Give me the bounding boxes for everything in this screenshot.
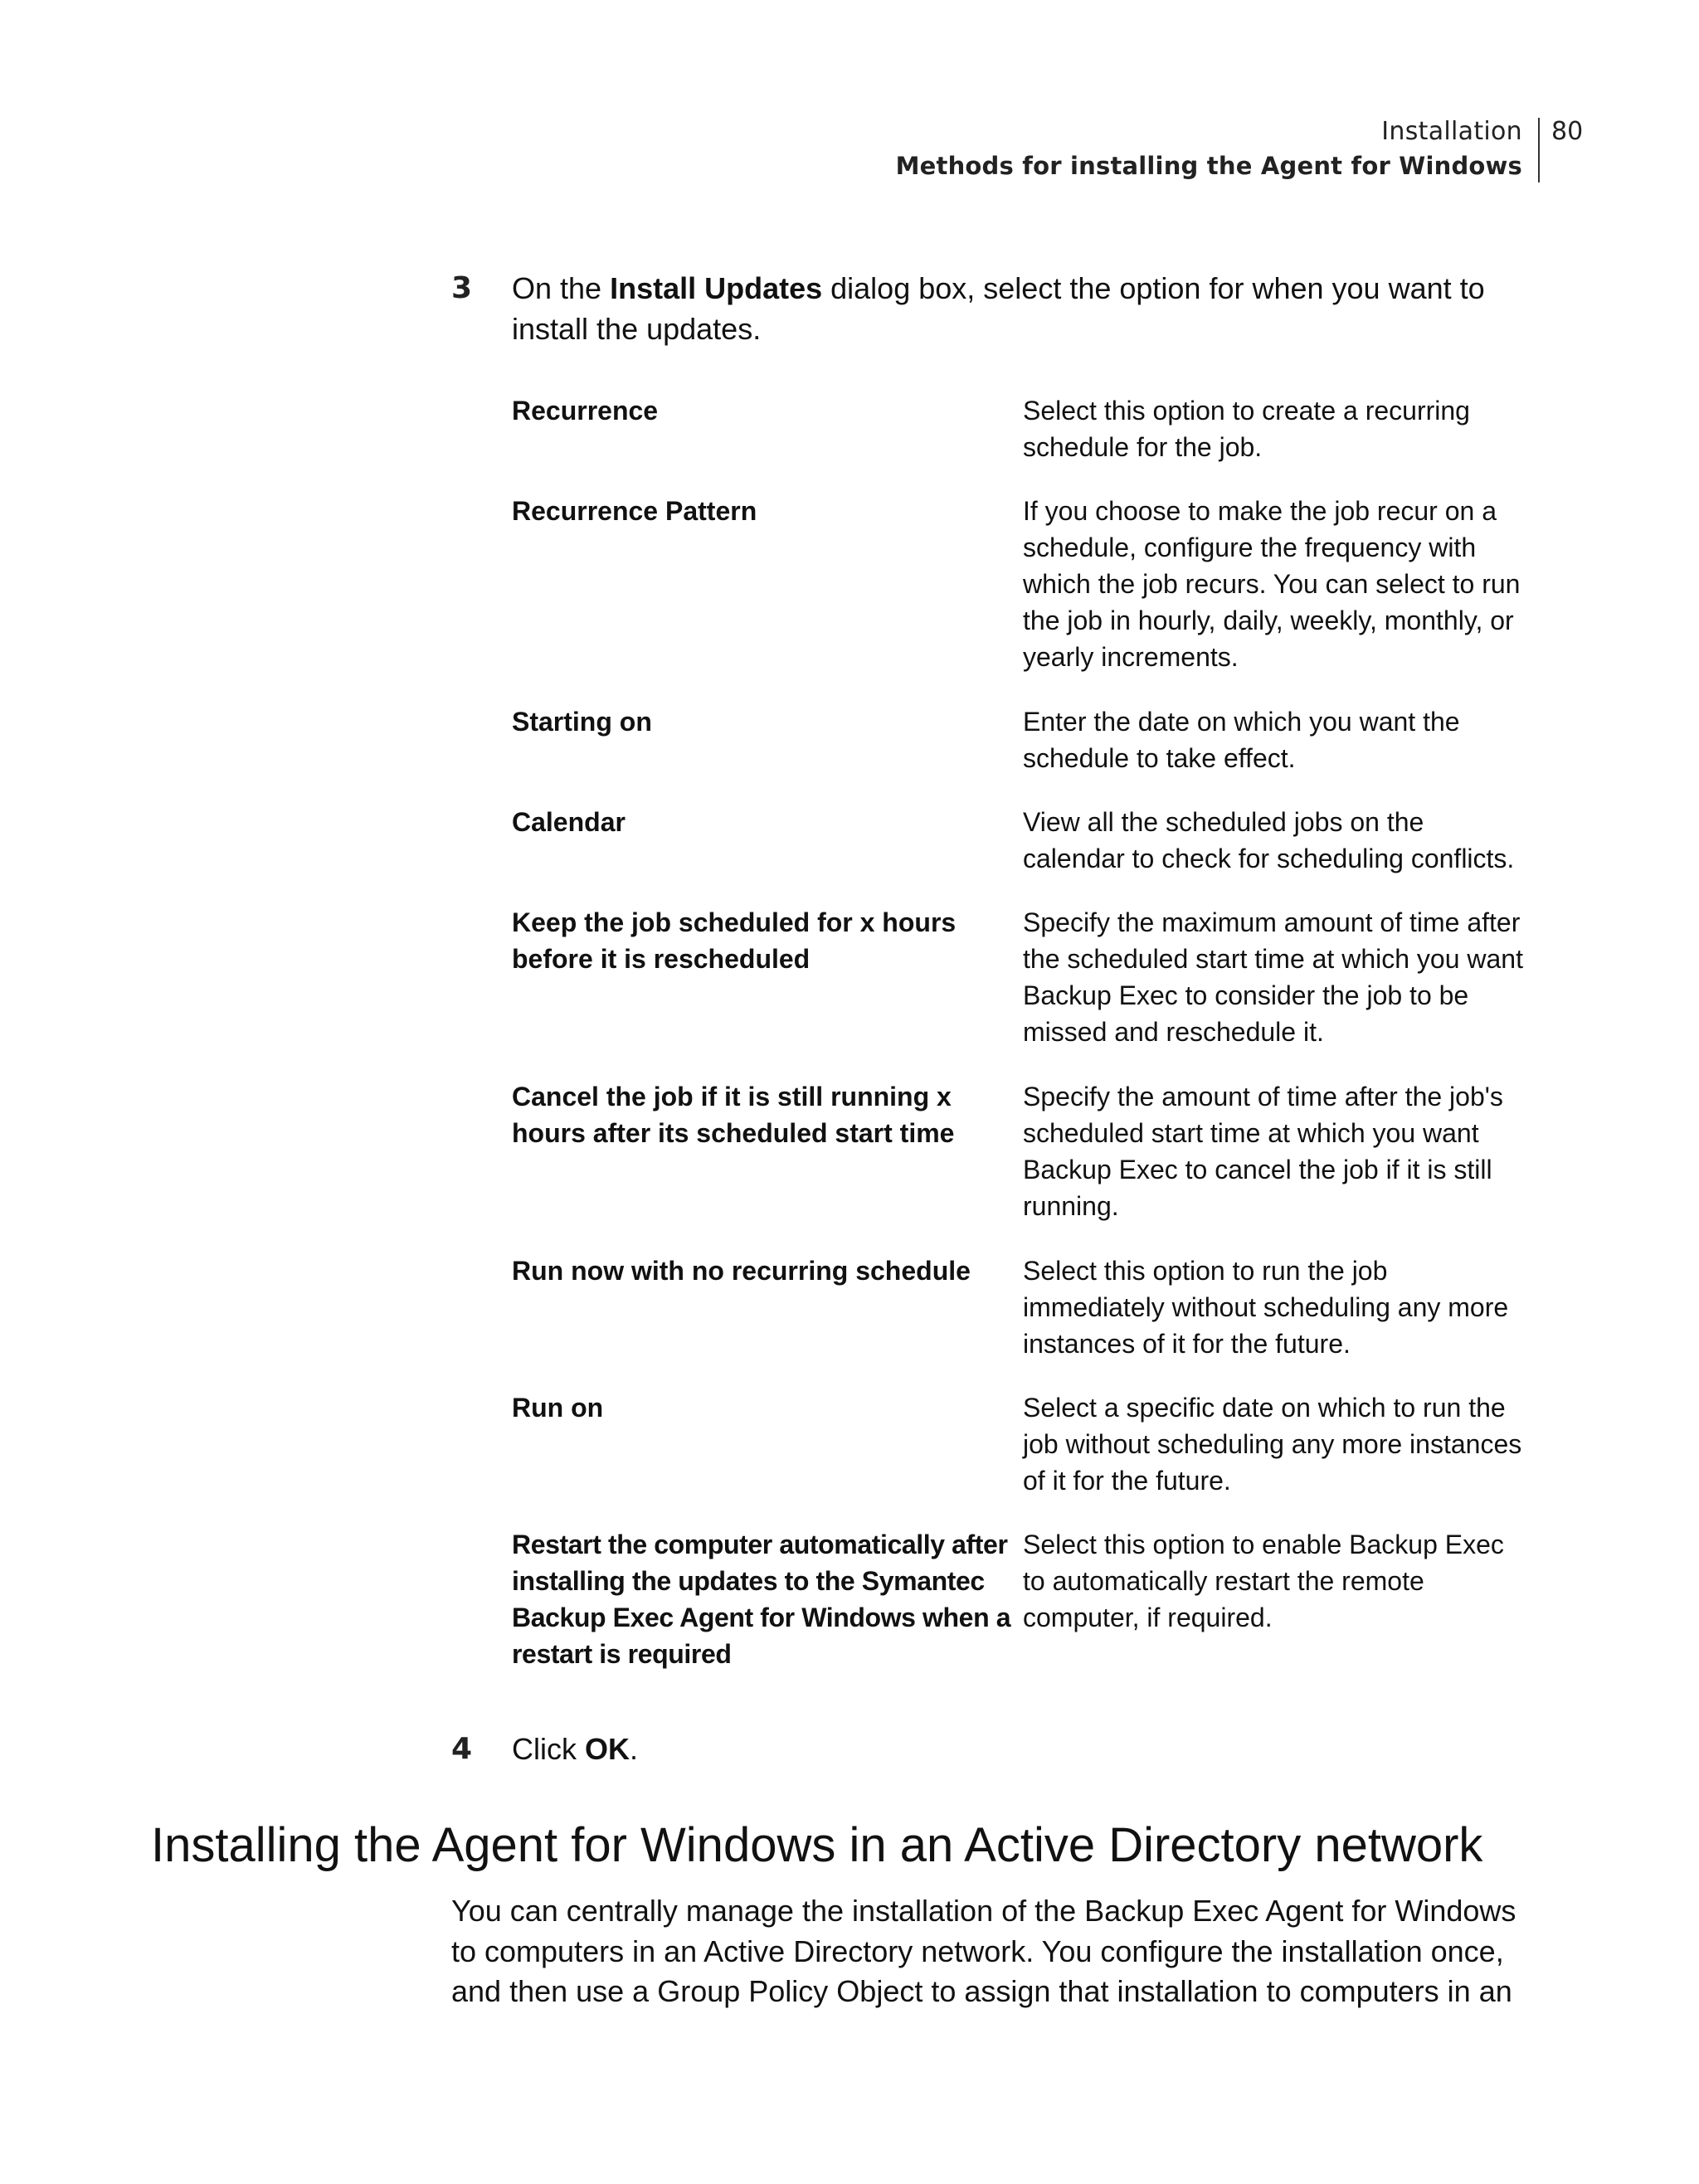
option-term: Starting on [512, 707, 652, 737]
option-term: Run now with no recurring schedule [512, 1256, 971, 1286]
option-term: Keep the job scheduled for x hours before it is rescheduled [512, 907, 957, 974]
option-term: Run on [512, 1393, 604, 1423]
option-description: If you choose to make the job recur on a schedule, configure the frequency with which the job recurs. You can select to run the job in hourly, daily, weekly, monthly, or yearly increments. [1023, 496, 1521, 672]
option-term: Restart the computer automatically after installing the updates to the Symantec Backup Exec Agent for Windows when a restart is required [512, 1530, 1011, 1669]
option-description: Specify the amount of time after the job's scheduled start time at which you want Backup Exec to cancel the job if it is still running. [1023, 1082, 1503, 1221]
option-description: Select this option to run the job immediately without scheduling any more instances of it for the future. [1023, 1256, 1509, 1359]
step-4-ok-label: OK [585, 1732, 630, 1766]
option-term: Recurrence Pattern [512, 496, 757, 526]
section-heading: Installing the Agent for Windows in an Active Directory network [151, 1818, 1483, 1872]
option-description: Select this option to create a recurring schedule for the job. [1023, 396, 1470, 462]
option-term: Recurrence [512, 396, 659, 426]
step-3-number: 3 [451, 271, 473, 305]
page-number: 80 [1551, 117, 1584, 146]
header-section-title: Methods for installing the Agent for Windows [895, 152, 1522, 180]
option-description: Select a specific date on which to run the job without scheduling any more instances of it for the future. [1023, 1393, 1522, 1496]
step-4-number: 4 [451, 1732, 473, 1766]
step-4-text [512, 1729, 1541, 1769]
step-3-text [512, 268, 1541, 349]
option-description: Specify the maximum amount of time after the scheduled start time at which you want Backup Exec to consider the job to be missed and reschedule it. [1023, 907, 1523, 1047]
header-divider [1538, 118, 1540, 182]
step-4-text-before: Click [512, 1732, 585, 1766]
option-description: Select this option to enable Backup Exec to automatically restart the remote computer, if required. [1023, 1530, 1504, 1632]
running-header [896, 114, 1522, 182]
option-term: Calendar [512, 807, 626, 837]
step-3-text-before: On the [512, 271, 611, 305]
step-4-text-after: . [630, 1732, 639, 1766]
option-description: Enter the date on which you want the schedule to take effect. [1023, 707, 1460, 773]
option-description: View all the scheduled jobs on the calendar to check for scheduling conflicts. [1023, 807, 1515, 873]
section-body-paragraph: You can centrally manage the installation of the Backup Exec Agent for Windows to computers in an Active Directory network. You configure the installation once, and then use a Group Policy Object to assign that installation to computers in an [451, 1894, 1516, 2008]
step-3-dialog-name: Install Updates [610, 271, 823, 305]
step-3-text-after: dialog box, select the option for when you want to install the updates. [512, 271, 1485, 346]
header-chapter: Installation [1381, 117, 1522, 146]
option-term: Cancel the job if it is still running x hours after its scheduled start time [512, 1082, 955, 1148]
